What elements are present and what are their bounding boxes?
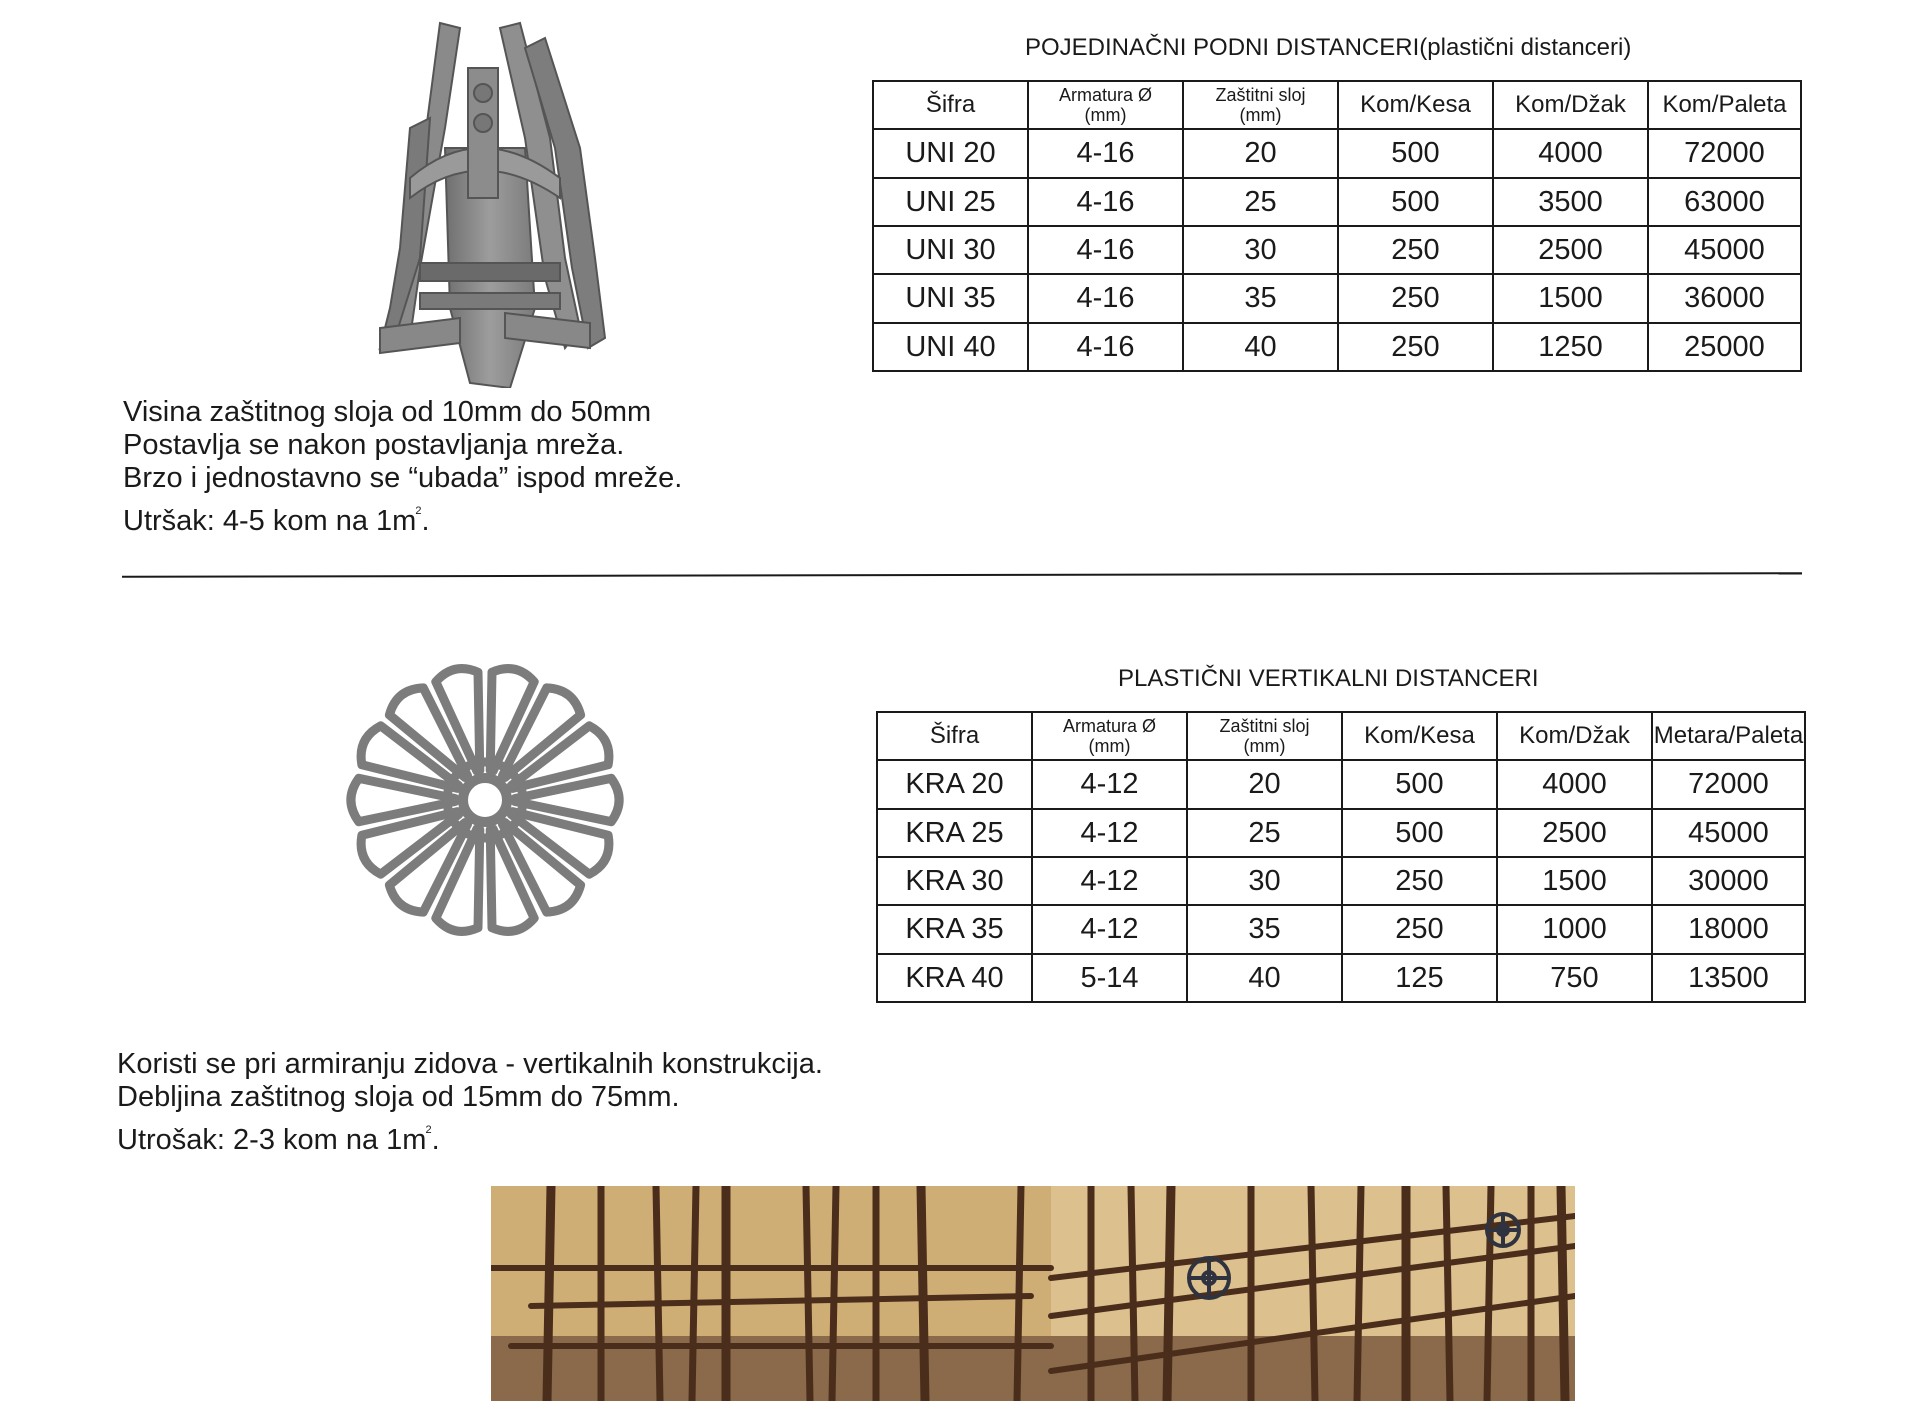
table-cell: 250 <box>1338 323 1493 371</box>
table-cell: 500 <box>1338 129 1493 178</box>
table-row <box>873 274 1801 323</box>
table-cell: 4-16 <box>1028 226 1183 274</box>
table-cell: 500 <box>1342 809 1497 857</box>
table-row <box>873 226 1801 274</box>
table-cell: 35 <box>1183 274 1338 323</box>
table-cell: 2500 <box>1493 226 1648 274</box>
table-cell: 18000 <box>1652 905 1805 954</box>
description-line: Postavlja se nakon postavljanja mreža. <box>123 429 625 461</box>
superscript: 2 <box>425 1124 432 1136</box>
table-cell: KRA 25 <box>877 809 1032 857</box>
table-cell: 250 <box>1342 857 1497 905</box>
table-cell: 72000 <box>1648 129 1801 178</box>
header-meters-pallet: Metara/Paleta <box>1652 712 1805 760</box>
table-cell: 36000 <box>1648 274 1801 323</box>
table-cell: 750 <box>1497 954 1652 1002</box>
section-divider <box>122 572 1802 578</box>
table-cell: 72000 <box>1652 760 1805 809</box>
table-cell: 25 <box>1187 809 1342 857</box>
header-pcs-sack: Kom/Džak <box>1497 712 1652 760</box>
table-cell: 3500 <box>1493 178 1648 226</box>
header-protective-layer: Zaštitni sloj (mm) <box>1187 712 1342 760</box>
section1-description <box>123 396 682 538</box>
table-cell: UNI 20 <box>873 129 1028 178</box>
table-row <box>877 954 1805 1002</box>
header-protective-layer: Zaštitni sloj (mm) <box>1183 81 1338 129</box>
header-pcs-sack: Kom/Džak <box>1493 81 1648 129</box>
section1-table-title: POJEDINAČNI PODNI DISTANCERI(plastični distanceri) <box>1025 34 1632 61</box>
table-cell: 40 <box>1187 954 1342 1002</box>
table-cell: 1500 <box>1493 274 1648 323</box>
table-cell: 25 <box>1183 178 1338 226</box>
table-cell: KRA 40 <box>877 954 1032 1002</box>
table-cell: 4-16 <box>1028 274 1183 323</box>
table-header-row <box>877 712 1805 760</box>
description-line: Debljina zaštitnog sloja od 15mm do 75mm. <box>117 1081 680 1113</box>
section1-spec-table <box>872 80 1802 372</box>
table-cell: 1000 <box>1497 905 1652 954</box>
description-line: Brzo i jednostavno se “ubada” ispod mreže. <box>123 462 683 494</box>
table-cell: 4-16 <box>1028 323 1183 371</box>
table-cell: 4-12 <box>1032 760 1187 809</box>
header-pcs-bag: Kom/Kesa <box>1338 81 1493 129</box>
table-cell: KRA 20 <box>877 760 1032 809</box>
table-row <box>873 129 1801 178</box>
floor-spacer-image <box>350 8 620 388</box>
table-cell: UNI 35 <box>873 274 1028 323</box>
table-row <box>877 809 1805 857</box>
rebar-cage-photo <box>491 1186 1575 1401</box>
header-pcs-pallet: Kom/Paleta <box>1648 81 1801 129</box>
table-cell: 25000 <box>1648 323 1801 371</box>
table-cell: KRA 35 <box>877 905 1032 954</box>
table-row <box>877 760 1805 809</box>
table-cell: 4-16 <box>1028 178 1183 226</box>
table-cell: 500 <box>1342 760 1497 809</box>
table-cell: 1500 <box>1497 857 1652 905</box>
header-rebar-diameter: Armatura Ø (mm) <box>1032 712 1187 760</box>
table-cell: 30000 <box>1652 857 1805 905</box>
table-row <box>873 323 1801 371</box>
table-cell: 63000 <box>1648 178 1801 226</box>
table-cell: 13500 <box>1652 954 1805 1002</box>
table-cell: 20 <box>1187 760 1342 809</box>
table-cell: 4-12 <box>1032 809 1187 857</box>
table-cell: 1250 <box>1493 323 1648 371</box>
section2-table-title: PLASTIČNI VERTIKALNI DISTANCERI <box>1118 665 1539 692</box>
table-cell: 40 <box>1183 323 1338 371</box>
table-cell: 250 <box>1342 905 1497 954</box>
description-line: Utršak: 4-5 kom na $1m^2$. <box>123 505 430 537</box>
table-cell: 45000 <box>1652 809 1805 857</box>
table-cell: 4000 <box>1493 129 1648 178</box>
section2-spec-table <box>876 711 1806 1003</box>
table-cell: 2500 <box>1497 809 1652 857</box>
description-line: Visina zaštitnog sloja od 10mm do 50mm <box>123 396 652 428</box>
table-cell: 30 <box>1187 857 1342 905</box>
table-cell: 4000 <box>1497 760 1652 809</box>
rebar-cage-illustration <box>491 1186 1575 1401</box>
description-line: Koristi se pri armiranju zidova - vertikalnih konstrukcija. <box>117 1048 823 1080</box>
table-cell: 250 <box>1338 274 1493 323</box>
table-cell: 35 <box>1187 905 1342 954</box>
table-row <box>877 857 1805 905</box>
table-cell: 5-14 <box>1032 954 1187 1002</box>
table-cell: UNI 25 <box>873 178 1028 226</box>
wheel-spacer-image <box>340 655 630 945</box>
table-cell: 20 <box>1183 129 1338 178</box>
description-line: Utrošak: 2-3 kom na $1m^2$. <box>117 1124 440 1156</box>
header-code: Šifra <box>877 712 1032 760</box>
table-cell: 250 <box>1338 226 1493 274</box>
table-cell: KRA 30 <box>877 857 1032 905</box>
table-row <box>873 178 1801 226</box>
section2-description <box>117 1048 823 1157</box>
table-cell: UNI 40 <box>873 323 1028 371</box>
table-header-row <box>873 81 1801 129</box>
table-cell: 45000 <box>1648 226 1801 274</box>
table-row <box>877 905 1805 954</box>
header-rebar-diameter: Armatura Ø (mm) <box>1028 81 1183 129</box>
table-cell: 500 <box>1338 178 1493 226</box>
table-cell: 4-12 <box>1032 905 1187 954</box>
table-cell: 4-16 <box>1028 129 1183 178</box>
header-code: Šifra <box>873 81 1028 129</box>
table-cell: 125 <box>1342 954 1497 1002</box>
table-cell: 30 <box>1183 226 1338 274</box>
header-pcs-bag: Kom/Kesa <box>1342 712 1497 760</box>
table-cell: 4-12 <box>1032 857 1187 905</box>
superscript: 2 <box>415 505 422 517</box>
table-cell: UNI 30 <box>873 226 1028 274</box>
